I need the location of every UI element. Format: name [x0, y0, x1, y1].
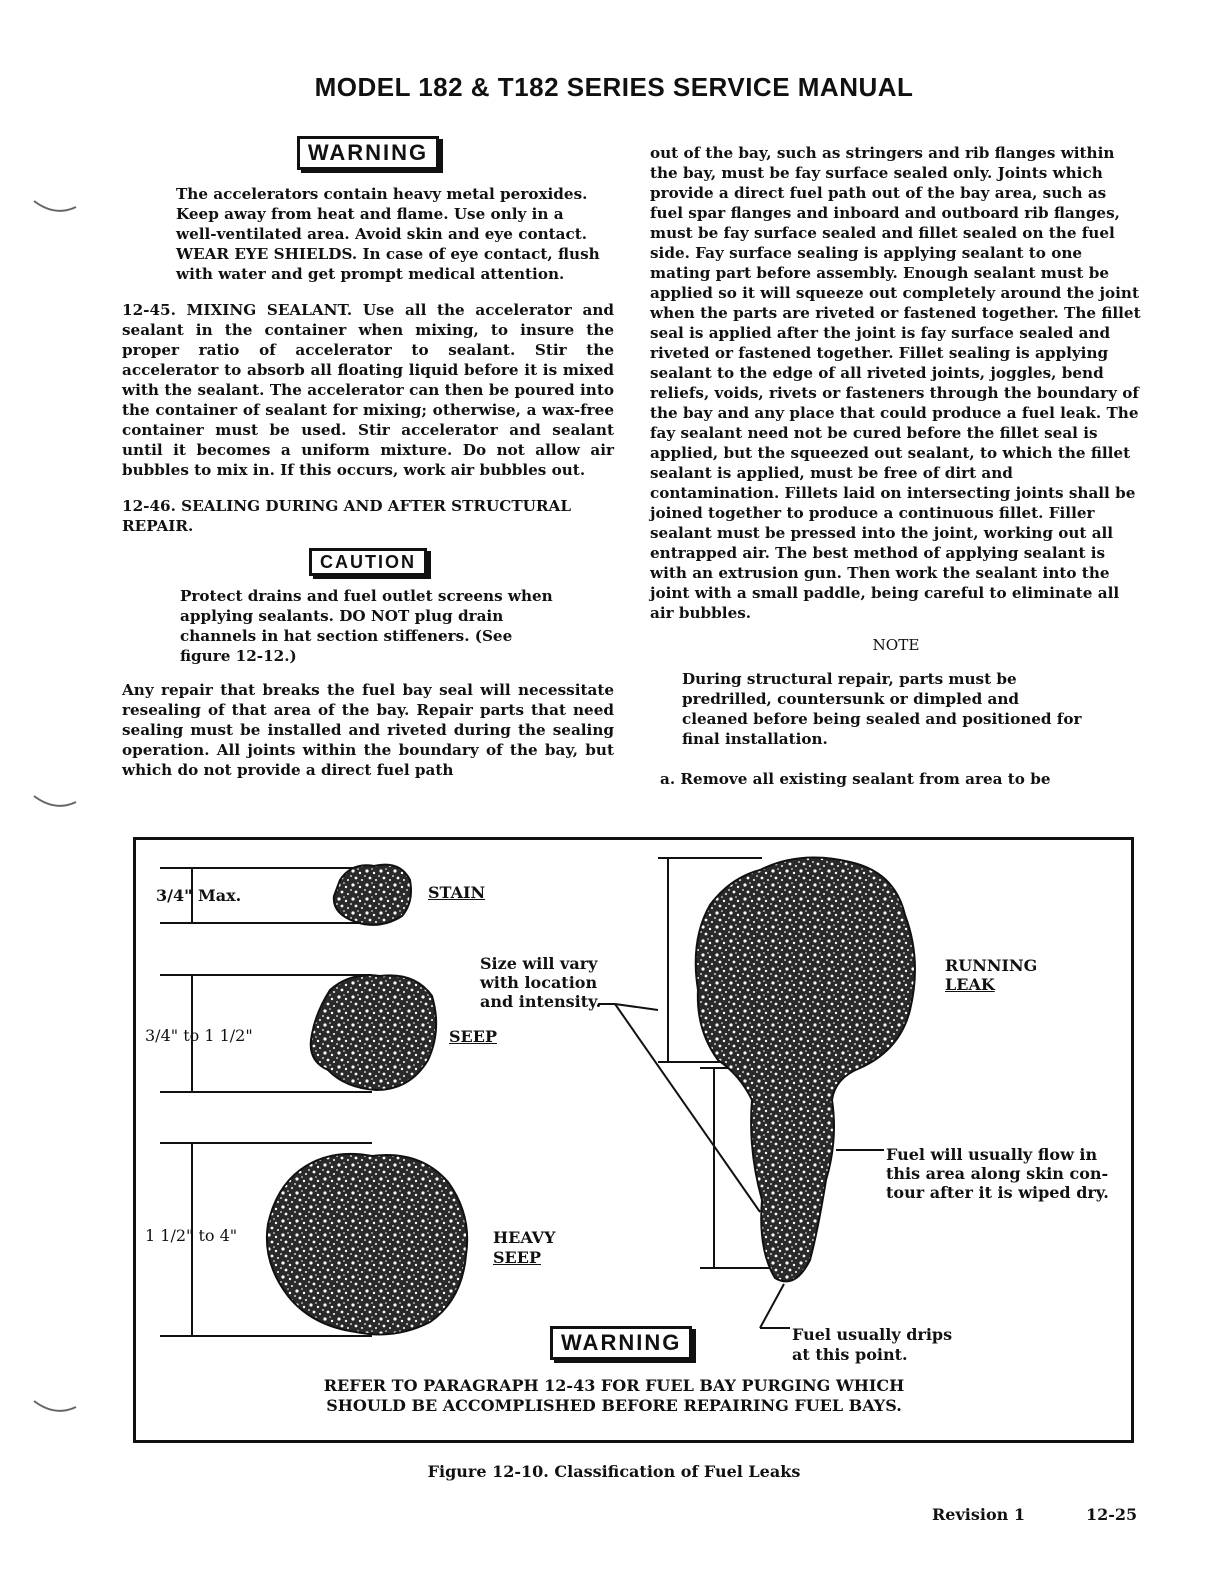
stain-blob	[334, 865, 411, 925]
continued-text: out of the bay, such as stringers and rib flanges within the bay, must be fay surface sealed only. Joints which provide a direct fuel path out of the bay area, such as fuel spar flanges and inboard and outboard rib flanges, must be fay surface sealed and fillet sealed on the fuel side. Fay surface sealing is applying sealant to one mating part before assembly. Enough sealant must be applied so it will squeeze out completely around the joint when the parts are riveted or fastened together. The fillet seal is applied after the joint is fay surface sealed and riveted or fastened together. Fillet sealing is applying sealant to the edge of all riveted joints, joggles, bend reliefs, voids, rivets or fasteners through the boundary of the bay and any place that could produce a fuel leak. The fay sealant need not be cured before the fillet seal is applied, but the squeezed out sealant, to which the fillet sealant is applied, must be free of dirt and contamination. Fillets laid on intersecting joints shall be joined together to produce a continuous fillet. Filler sealant must be pressed into the joint, working out all entrapped air. The best method of applying sealant is with an extrusion gun. Then work the sealant into the joint with a small paddle, being careful to eliminate all air bubbles.	[650, 144, 1141, 622]
repair-text: Any repair that breaks the fuel bay seal will necessitate resealing of that area of the bay. Repair parts that need sealing must be installed and riveted during the sealing operation. All joints within the boundary of the bay, but which do not provide a direct fuel path	[122, 681, 614, 779]
running-leak-label-line1: RUNNING	[945, 956, 1038, 975]
page-number: 12-25	[1086, 1505, 1138, 1524]
size-note-line3: and intensity.	[480, 992, 602, 1011]
note-label: NOTE	[872, 636, 920, 654]
warning-label: WARNING	[297, 136, 439, 170]
running-leak-label-line2: LEAK	[945, 975, 995, 994]
flow-note-line2: this area along skin con-	[886, 1164, 1109, 1183]
warning-text: The accelerators contain heavy metal peroxides. Keep away from heat and flame. Use only in a well-ventilated area. Avoid skin and eye contact. WEAR EYE SHIELDS. In case of eye contact, flush with water and get prompt medical attention.	[176, 185, 600, 283]
figure-caption: Figure 12-10. Classification of Fuel Leaks	[427, 1462, 801, 1481]
section-heading-12-46: 12-46. SEALING DURING AND AFTER STRUCTURAL REPAIR.	[122, 497, 572, 535]
figure-warning-label: WARNING	[550, 1326, 692, 1360]
drip-note-line1: Fuel usually drips	[792, 1325, 953, 1344]
flow-note-line3: tour after it is wiped dry.	[886, 1183, 1109, 1202]
flow-note-line1: Fuel will usually flow in	[886, 1145, 1098, 1164]
page-title: MODEL 182 & T182 SERIES SERVICE MANUAL	[314, 72, 914, 102]
heavy-seep-blob	[267, 1154, 467, 1335]
stain-label: STAIN	[428, 883, 486, 902]
figure-warning-line2: SHOULD BE ACCOMPLISHED BEFORE REPAIRING FUEL BAYS.	[326, 1396, 902, 1415]
section-heading-12-45: 12-45. MIXING SEALANT.	[122, 301, 353, 319]
step-a: a. Remove all existing sealant from area to be	[660, 770, 1051, 788]
heavy-seep-label-line1: HEAVY	[493, 1228, 556, 1247]
revision-label: Revision 1	[932, 1505, 1025, 1524]
size-note-line2: with location	[480, 973, 598, 992]
drip-note-line2: at this point.	[792, 1345, 908, 1364]
heavy-seep-dimension-label: 1 1/2" to 4"	[145, 1226, 238, 1245]
stain-dimension-label: 3/4" Max.	[156, 886, 242, 905]
seep-blob	[311, 975, 436, 1090]
figure-warning-line1: REFER TO PARAGRAPH 12-43 FOR FUEL BAY PURGING WHICH	[323, 1376, 905, 1395]
caution-text: Protect drains and fuel outlet screens when applying sealants. DO NOT plug drain channels in hat section stiffeners. (See figure 12-12.)	[180, 587, 553, 665]
note-text: During structural repair, parts must be predrilled, countersunk or dimpled and cleaned before being sealed and positioned for final installation.	[682, 670, 1082, 748]
seep-label: SEEP	[449, 1027, 497, 1046]
caution-label: CAUTION	[309, 548, 427, 576]
seep-dimension-label: 3/4" to 1 1/2"	[145, 1026, 253, 1045]
size-note-line1: Size will vary	[480, 954, 598, 973]
running-leak-blob	[696, 858, 915, 1282]
heavy-seep-label-line2: SEEP	[493, 1248, 541, 1267]
section-text-12-45: Use all the accelerator and sealant in the container when mixing, to insure the proper ratio of accelerator to sealant. Stir the accelerator to absorb all floating liquid before it is mixed with the sealant. The accelerator can then be poured into the container of sealant for mixing; otherwise, a wax-free container must be used. Stir accelerator and sealant until it becomes a uniform mixture. Do not allow air bubbles to mix in. If this occurs, work air bubbles out.	[122, 301, 614, 479]
